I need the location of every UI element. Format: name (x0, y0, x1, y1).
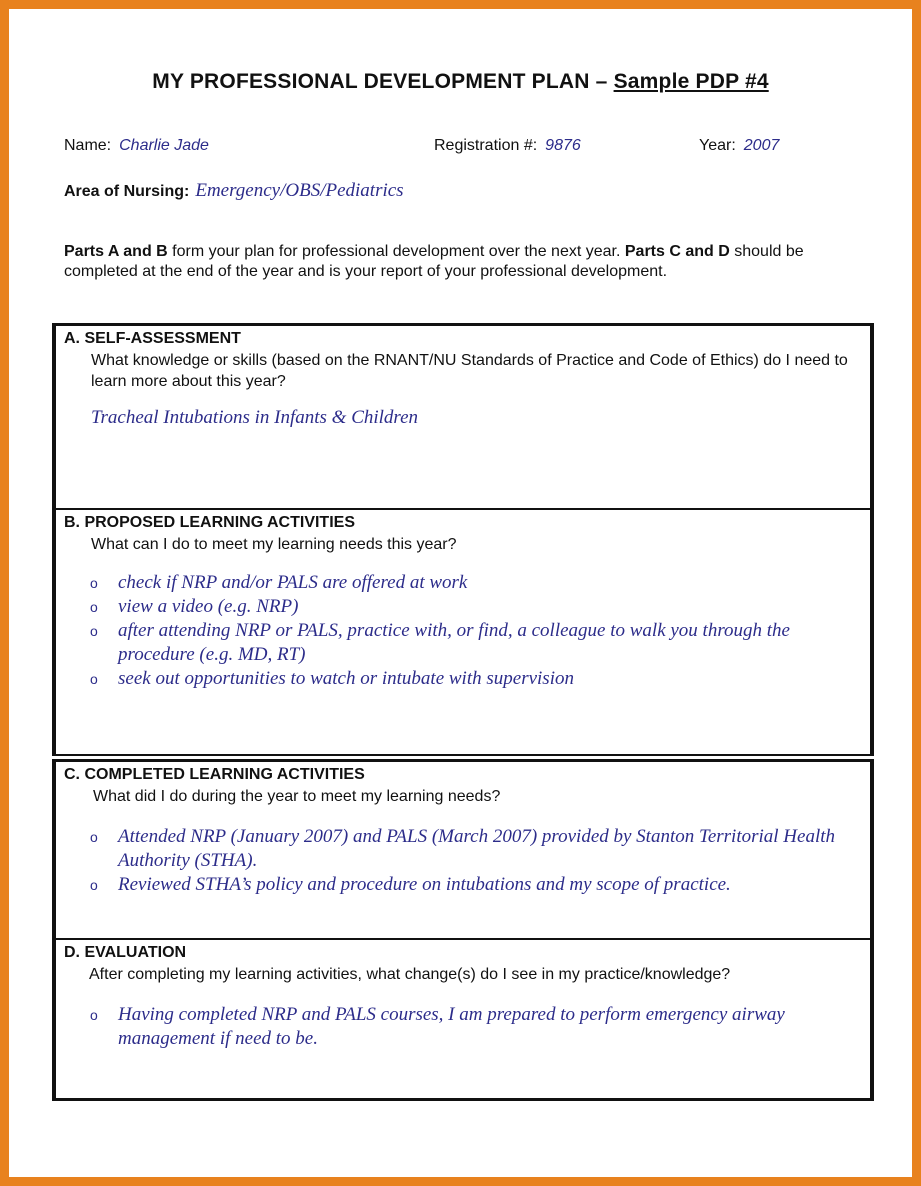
section-a-question: What knowledge or skills (based on the RNANT/NU Standards of Practice and Code of Ethics) do I need to learn more about this year? (91, 352, 848, 390)
name-value: Charlie Jade (119, 137, 209, 154)
section-b-question: What can I do to meet my learning needs this year? (91, 536, 457, 553)
title-sample: Sample PDP #4 (613, 70, 769, 93)
intro-text-1: form your plan for professional development over the next year. (167, 243, 625, 260)
list-item-text: Reviewed STHA’s policy and procedure on intubations and my scope of practice. (118, 874, 731, 895)
list-item-text: check if NRP and/or PALS are offered at work (118, 572, 468, 593)
bullet-icon: o (90, 829, 98, 845)
bullet-icon: o (90, 671, 98, 687)
bullet-icon: o (90, 575, 98, 591)
area-value: Emergency/OBS/Pediatrics (195, 180, 404, 201)
list-item-text: after attending NRP or PALS, practice with, or find, a colleague to walk you through the procedure (e.g. MD, RT) (118, 620, 790, 665)
title-main: MY PROFESSIONAL DEVELOPMENT PLAN – (152, 70, 614, 93)
section-b-heading: B. PROPOSED LEARNING ACTIVITIES (64, 514, 355, 531)
section-d-heading: D. EVALUATION (64, 944, 187, 961)
section-d-question: After completing my learning activities, what change(s) do I see in my practice/knowledge? (89, 966, 731, 983)
year-value: 2007 (743, 137, 780, 154)
bullet-icon: o (90, 599, 98, 615)
intro-bold-2: Parts C and D (624, 243, 730, 260)
intro-bold-1: Parts A and B (64, 243, 168, 260)
list-item-text: seek out opportunities to watch or intubate with supervision (118, 668, 574, 689)
year-label: Year: (699, 137, 736, 154)
name-label: Name: (64, 137, 112, 154)
bullet-icon: o (90, 1007, 98, 1023)
intro-text-2: should be completed at the end of the year and is your report of your professional development. (64, 243, 804, 280)
area-label: Area of Nursing: (64, 183, 190, 200)
section-a-heading: A. SELF-ASSESSMENT (64, 330, 241, 347)
bullet-icon: o (90, 623, 98, 639)
registration-label: Registration #: (434, 137, 538, 154)
bullet-icon: o (90, 877, 98, 893)
list-item-text: Attended NRP (January 2007) and PALS (March 2007) provided by Stanton Territorial Health Authority (STHA). (118, 826, 836, 871)
list-item-text: Having completed NRP and PALS courses, I am prepared to perform emergency airway management if need to be. (118, 1004, 785, 1049)
registration-value: 9876 (545, 137, 581, 154)
section-a-answer: Tracheal Intubations in Infants & Children (91, 407, 419, 428)
section-c-heading: C. COMPLETED LEARNING ACTIVITIES (64, 766, 365, 783)
section-c-question: What did I do during the year to meet my learning needs? (93, 788, 501, 805)
list-item-text: view a video (e.g. NRP) (118, 596, 299, 617)
